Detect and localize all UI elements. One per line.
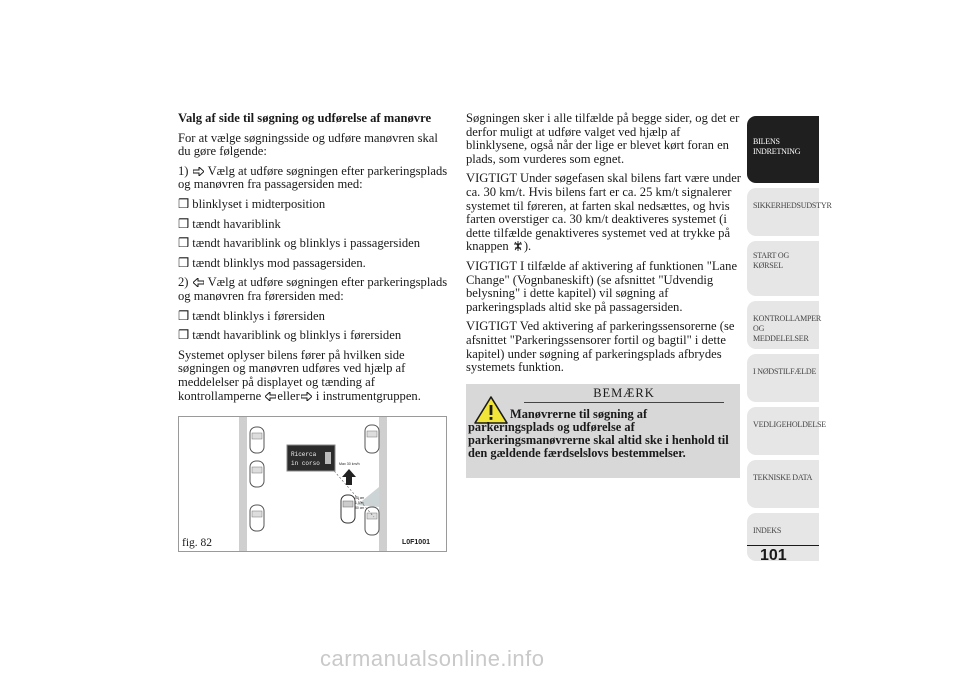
figure-caption: fig. 82 <box>182 537 213 549</box>
step-2 <box>178 276 450 303</box>
turn-right-arrow-icon <box>301 392 312 401</box>
parking-search-button-icon <box>513 240 523 252</box>
speed-label: Max 30 km/h <box>339 462 360 466</box>
system-text <box>178 349 450 403</box>
list-item: ❒ blinklyset i midterposition <box>178 198 450 212</box>
direction-arrow-icon <box>342 469 356 485</box>
figure-code: L0F1001 <box>401 539 430 546</box>
figure-parking-search <box>178 416 447 552</box>
tab-sikkerhedsudstyr[interactable]: SIKKERHEDSUDSTYR <box>747 188 819 236</box>
list-item: ❒ tændt havariblink og blinklys i førersiden <box>178 329 450 343</box>
left-kerb <box>239 417 247 551</box>
parked-car-left-2 <box>250 461 264 487</box>
turn-left-arrow-icon <box>265 392 276 401</box>
list-item: ❒ tændt havariblink og blinklys i passagersiden <box>178 237 450 251</box>
watermark: carmanualsonline.info <box>320 646 545 671</box>
step-1 <box>178 165 450 192</box>
right-kerb <box>379 417 387 551</box>
paragraph-2 <box>466 172 742 254</box>
list-item: ❒ tændt havariblink <box>178 218 450 232</box>
note-box <box>466 384 740 478</box>
parked-car-left-3 <box>250 505 264 531</box>
display-bar-icon <box>325 452 331 464</box>
list-item: ❒ tændt blinklys mod passagersiden. <box>178 257 450 271</box>
intro-text: For at vælge søgningsside og udføre manøvren skal du gøre følgende: <box>178 130 438 159</box>
parked-car-right-1 <box>365 425 379 453</box>
tab-indeks[interactable]: INDEKS <box>747 513 819 561</box>
display-line-1: Ricerca <box>291 451 317 458</box>
display-line-2: in corso <box>291 460 320 467</box>
system-text-c: i instrumentgruppen. <box>315 388 421 403</box>
tab-start-og-korsel[interactable]: START OG KØRSEL <box>747 241 819 296</box>
distance-label-3: 80 cm <box>355 506 365 510</box>
distance-label-1: 50 cm <box>355 496 365 500</box>
page-number-rule <box>747 545 819 546</box>
step-2-text: Vælg at udføre søgningen efter parkeringsplads og manøvren fra førersiden med: <box>178 275 448 303</box>
right-column <box>466 112 742 381</box>
step-1-text: Vælg at udføre søgningen efter parkeringsplads og manøvren fra passagersiden med: <box>178 163 448 192</box>
paragraph-2-end: ). <box>523 239 532 254</box>
tab-nodstilfaelde[interactable]: I NØDSTILFÆLDE <box>747 354 819 402</box>
list-item: ❒ tændt blinklys i førersiden <box>178 310 450 324</box>
left-column <box>178 112 450 409</box>
tab-kontrollamper[interactable]: KONTROLLAMPER OG MEDDELELSER <box>747 301 819 349</box>
tab-tekniske-data[interactable]: TEKNISKE DATA <box>747 460 819 508</box>
paragraph-2-text: VIGTIGT Under søgefasen skal bilens fart være under ca. 30 km/t. Hvis bilens fart er ca. 25 km/t signalerer systemet til føreren, at farten skal nedsættes, og hvis farten overstiger ca. 30 km/t deaktiveres systemet (i dette tilfælde genaktiveres systemet ved at trykke på knappen <box>466 171 741 254</box>
system-text-b: eller <box>277 388 300 403</box>
note-text: Manøvrerne til søgning af parkeringsplads og udførelse af parkeringsmanøvrerne skal altid ske i henhold til den gældende færdselslovs bestemmelser. <box>468 407 729 460</box>
parking-diagram <box>179 417 446 551</box>
distance-label-2: 1,5 m <box>355 501 364 505</box>
section-heading: Valg af side til søgning og udførelse af manøvre <box>178 111 432 125</box>
note-title: BEMÆRK <box>524 386 724 403</box>
tab-vedligeholdelse[interactable]: VEDLIGEHOLDELSE <box>747 407 819 455</box>
tab-bilens-indretning[interactable]: BILENS INDRETNING <box>747 116 819 183</box>
page-number: 101 <box>760 547 787 564</box>
chapter-tabs <box>747 116 832 566</box>
turn-right-arrow-icon <box>193 167 204 176</box>
moving-car <box>341 495 355 523</box>
parked-car-right-2 <box>365 507 379 535</box>
step-2-number: 2) <box>178 275 189 290</box>
paragraph-4: VIGTIGT Ved aktivering af parkeringssensorerne (se afsnittet "Parkeringssensorer fortil og bagtil" i dette kapitel) under søgning af parkeringsplads afbrydes systemets funktion. <box>466 319 735 375</box>
turn-left-arrow-icon <box>193 278 204 287</box>
parked-car-left-1 <box>250 427 264 453</box>
paragraph-3: VIGTIGT I tilfælde af aktivering af funktionen "Lane Change" (Vognbaneskift) (se afsnittet "Udvendig belysning" i dette kapitel) vil søgning af parkeringsplads altid ske på passagersiden. <box>466 258 738 314</box>
system-text-a: Systemet oplyser bilens fører på hvilken side søgningen og manøvren udføres ved hjælp af meddelelser på displayet og tænding af kontrollamperne <box>178 347 406 403</box>
paragraph-1: Søgningen sker i alle tilfælde på begge sider, og det er derfor muligt at udføre valget ved hjælp af blinklysene, også når der lige er blevet kørt foran en plads, som vurderes som egnet. <box>466 111 740 166</box>
step-1-number: 1) <box>178 163 189 178</box>
